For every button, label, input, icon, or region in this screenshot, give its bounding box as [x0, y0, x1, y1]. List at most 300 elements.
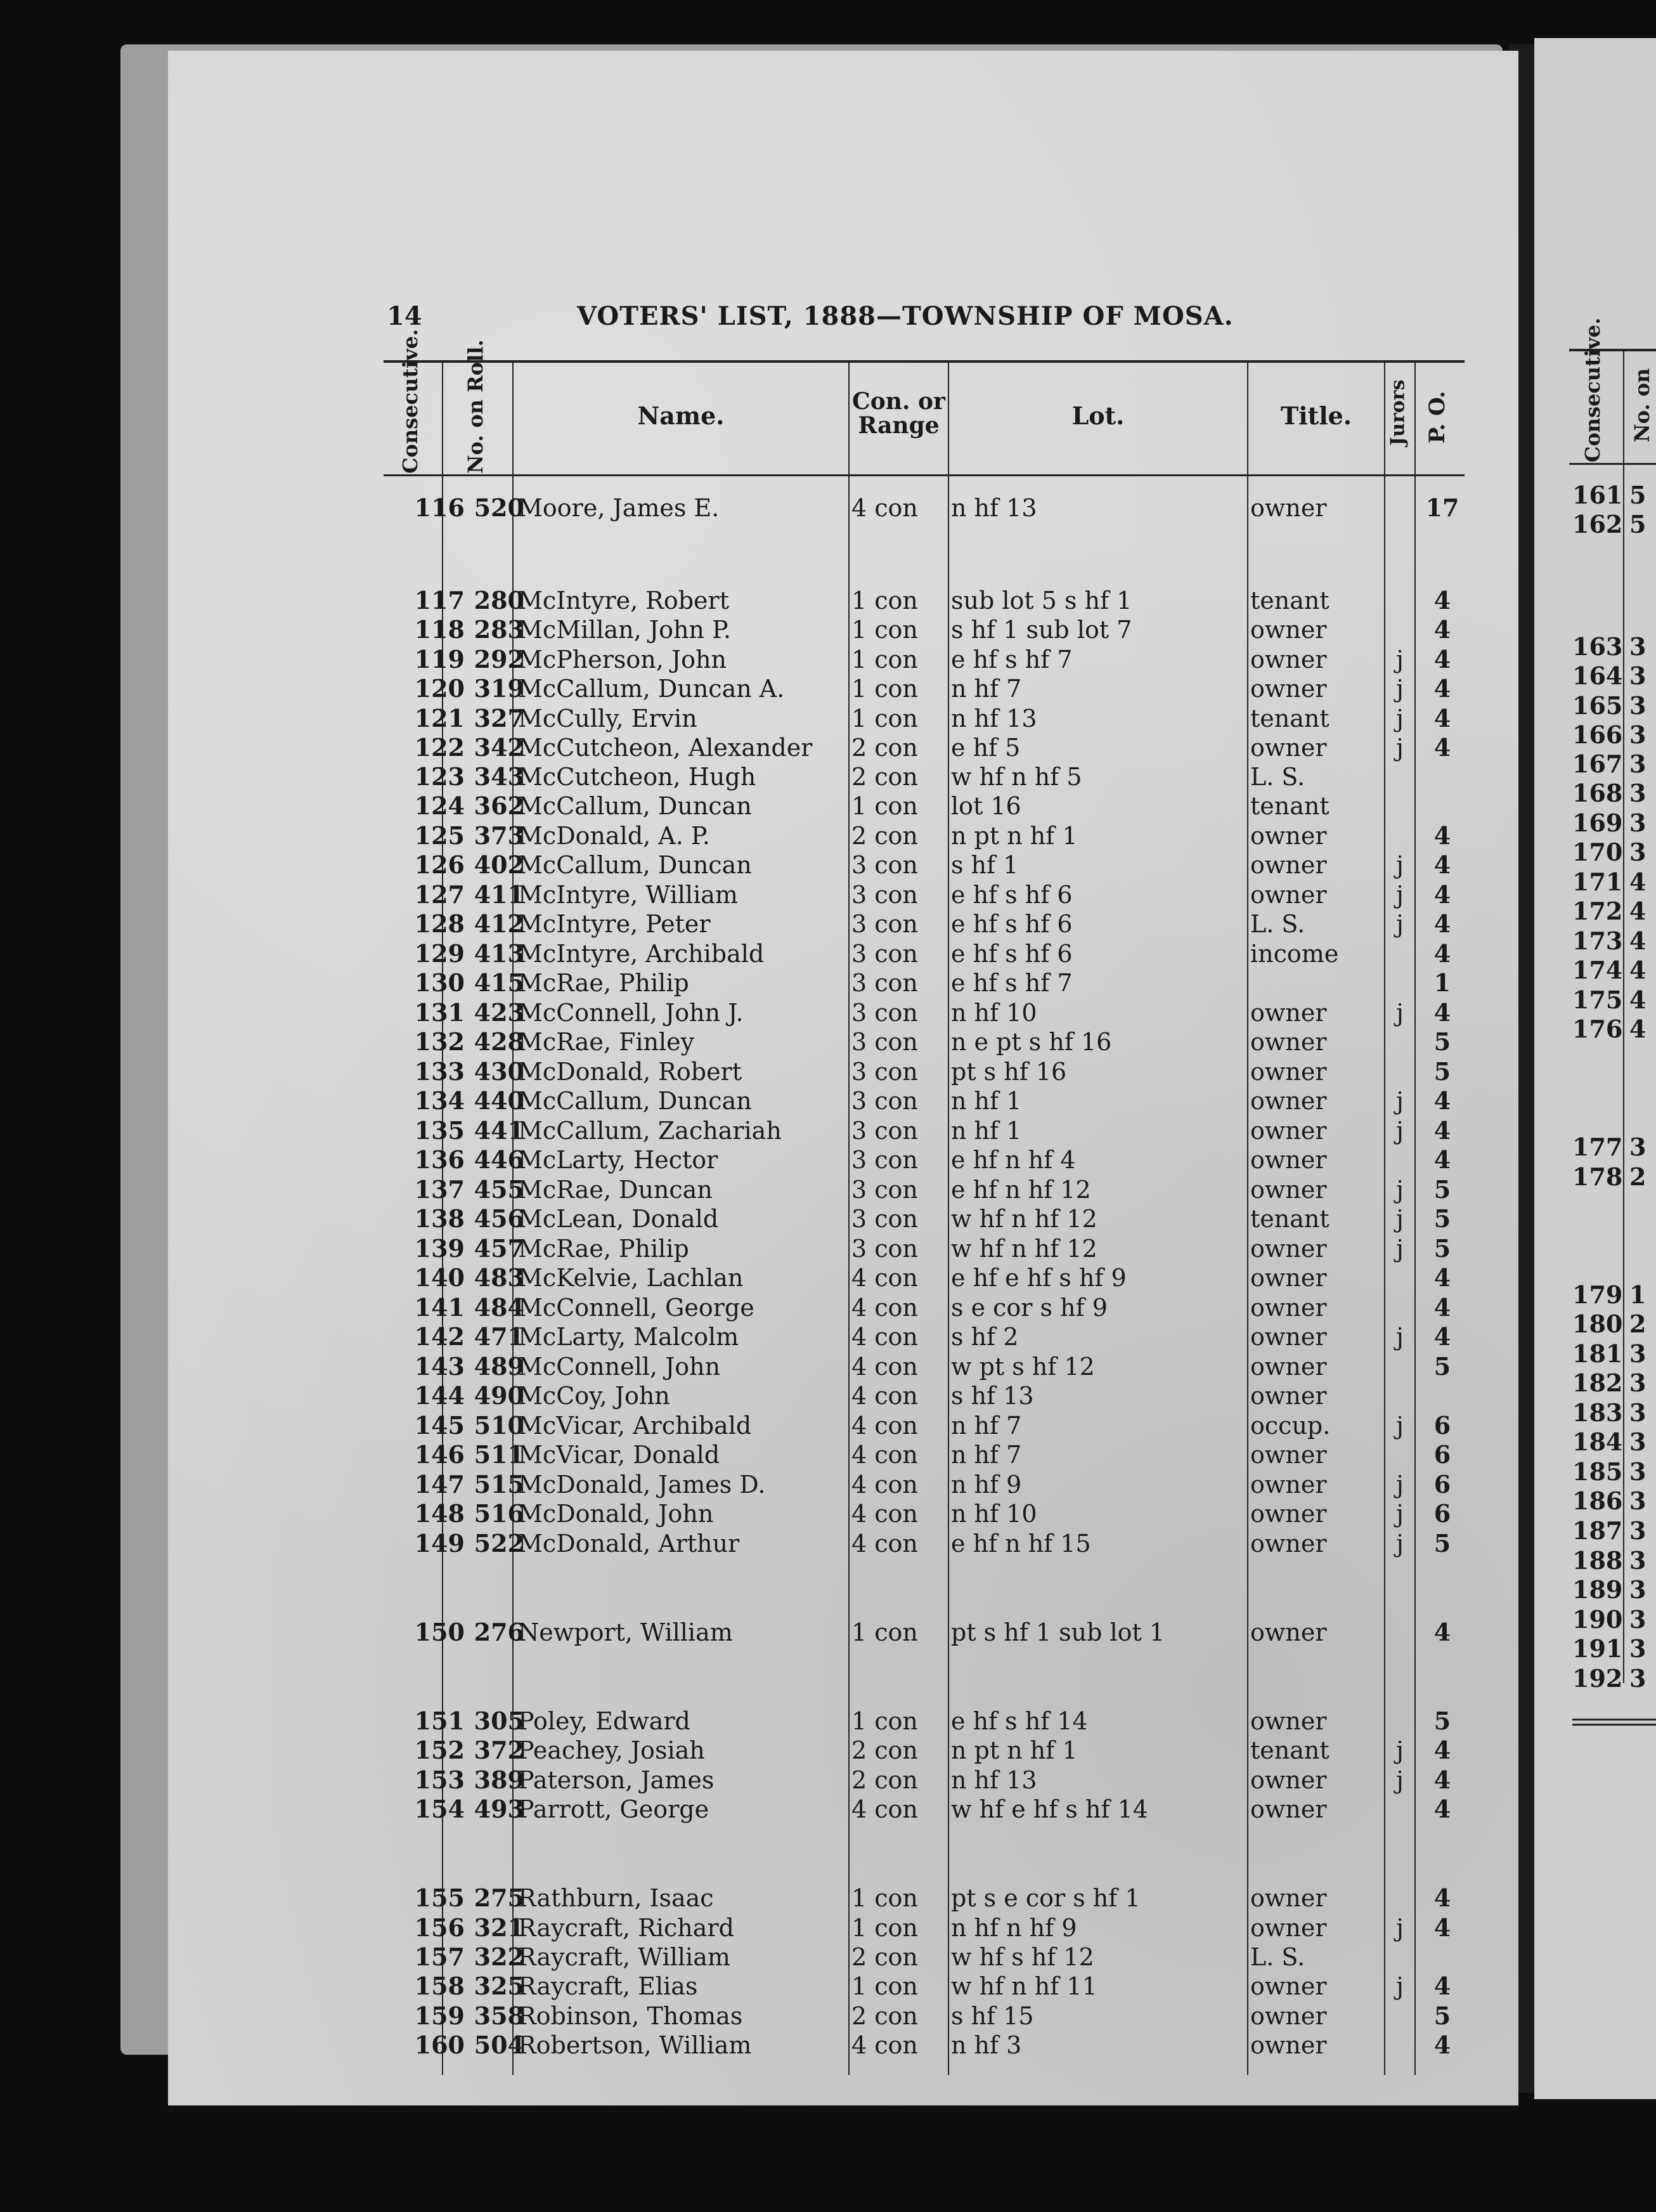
roll-number: 471 — [474, 1322, 524, 1351]
facing-row — [1572, 1162, 1646, 1192]
concession: 3 con — [851, 881, 918, 909]
roll-number: 413 — [474, 939, 524, 968]
title: owner — [1250, 1884, 1327, 1912]
concession: 1 con — [851, 1707, 918, 1735]
post-office: 4 — [1433, 1913, 1451, 1942]
voter-row — [168, 909, 1518, 939]
voter-name: McVicar, Archibald — [518, 1412, 752, 1440]
voter-name: Newport, William — [518, 1618, 733, 1646]
title: owner — [1250, 881, 1327, 909]
facing-roll-number: 3 — [1629, 661, 1646, 690]
voter-name: Poley, Edward — [518, 1707, 690, 1735]
title: owner — [1250, 616, 1327, 644]
facing-consecutive-number: 177 — [1572, 1133, 1623, 1161]
roll-number: 440 — [474, 1086, 524, 1115]
title: owner — [1250, 2031, 1327, 2059]
header-bottom-rule — [384, 474, 1465, 476]
consecutive-number: 131 — [414, 998, 465, 1027]
voter-row — [168, 1175, 1518, 1204]
voter-row — [168, 1766, 1518, 1795]
title: owner — [1250, 1117, 1327, 1145]
lot: e hf e hf s hf 9 — [951, 1264, 1127, 1292]
juror-mark: j — [1396, 851, 1404, 879]
concession: 2 con — [851, 1766, 918, 1794]
voter-row — [168, 1942, 1518, 1972]
roll-number: 430 — [474, 1057, 524, 1086]
voter-name: McDonald, John — [518, 1500, 714, 1528]
facing-consecutive-number: 162 — [1572, 510, 1623, 538]
voter-name: McPherson, John — [518, 646, 727, 673]
concession: 2 con — [851, 763, 918, 791]
lot: e hf s hf 6 — [951, 881, 1073, 909]
consecutive-number: 119 — [414, 645, 465, 673]
consecutive-number: 143 — [414, 1352, 465, 1381]
facing-consecutive-number: 182 — [1572, 1369, 1623, 1397]
title: tenant — [1250, 587, 1329, 615]
title: owner — [1250, 1353, 1327, 1381]
juror-mark: j — [1396, 1235, 1404, 1263]
post-office: 4 — [1433, 704, 1451, 732]
post-office: 4 — [1433, 1795, 1451, 1823]
concession: 3 con — [851, 1176, 918, 1204]
title: owner — [1250, 734, 1327, 762]
lot: w hf e hf s hf 14 — [951, 1795, 1148, 1823]
lot: e hf n hf 4 — [951, 1146, 1076, 1174]
roll-number: 321 — [474, 1913, 524, 1942]
juror-mark: j — [1396, 705, 1404, 732]
post-office: 4 — [1433, 1293, 1451, 1322]
lot: s e cor s hf 9 — [951, 1294, 1108, 1322]
consecutive-number: 125 — [414, 821, 465, 850]
voter-name: McDonald, James D. — [518, 1471, 766, 1499]
title: owner — [1250, 1028, 1327, 1056]
post-office: 5 — [1433, 1352, 1451, 1381]
voter-name: McLean, Donald — [518, 1205, 719, 1233]
voter-row — [168, 493, 1518, 523]
facing-page — [1534, 38, 1656, 2099]
juror-mark: j — [1396, 1972, 1404, 2000]
voter-name: McVicar, Donald — [518, 1441, 720, 1469]
facing-consecutive-number: 183 — [1572, 1398, 1623, 1427]
facing-consecutive-number: 181 — [1572, 1339, 1623, 1368]
juror-mark: j — [1396, 1205, 1404, 1233]
voter-name: McDonald, Arthur — [518, 1530, 740, 1558]
consecutive-number: 117 — [414, 586, 465, 615]
facing-roll-number: 4 — [1629, 956, 1646, 984]
voter-row — [168, 998, 1518, 1027]
facing-roll-number: 3 — [1629, 1605, 1646, 1634]
header-po-label: P. O. — [1425, 391, 1451, 444]
facing-roll-number: 3 — [1629, 1457, 1646, 1486]
facing-roll-number: 3 — [1629, 1398, 1646, 1427]
title: owner — [1250, 646, 1327, 673]
facing-roll-number: 3 — [1629, 1634, 1646, 1663]
facing-row — [1572, 1398, 1646, 1428]
consecutive-number: 155 — [414, 1883, 465, 1912]
facing-row — [1572, 691, 1646, 720]
facing-consecutive-number: 190 — [1572, 1605, 1623, 1634]
concession: 1 con — [851, 1972, 918, 2000]
facing-consecutive-number: 180 — [1572, 1310, 1623, 1338]
voter-row — [168, 1352, 1518, 1381]
voter-row — [168, 733, 1518, 762]
facing-consecutive-number: 174 — [1572, 956, 1623, 984]
facing-roll-number: 3 — [1629, 1487, 1646, 1515]
title: owner — [1250, 1058, 1327, 1086]
concession: 3 con — [851, 910, 918, 938]
voter-row — [168, 1411, 1518, 1440]
lot: n hf 13 — [951, 705, 1037, 732]
consecutive-number: 144 — [414, 1381, 465, 1410]
concession: 3 con — [851, 999, 918, 1027]
lot: e hf n hf 15 — [951, 1530, 1091, 1558]
consecutive-number: 140 — [414, 1263, 465, 1292]
title: owner — [1250, 1795, 1327, 1823]
concession: 3 con — [851, 1205, 918, 1233]
roll-number: 510 — [474, 1411, 524, 1440]
title: owner — [1250, 1530, 1327, 1558]
consecutive-number: 136 — [414, 1145, 465, 1174]
post-office: 1 — [1433, 968, 1451, 997]
consecutive-number: 150 — [414, 1618, 465, 1646]
post-office: 17 — [1425, 493, 1459, 522]
header-con-line2: Range — [858, 412, 940, 439]
page-number: 14 — [387, 301, 422, 331]
roll-number: 490 — [474, 1381, 524, 1410]
facing-consecutive-number: 186 — [1572, 1487, 1623, 1515]
voter-name: McDonald, A. P. — [518, 822, 710, 850]
voter-row — [168, 1381, 1518, 1410]
voter-name: Robinson, Thomas — [518, 2002, 743, 2030]
consecutive-number: 116 — [414, 493, 465, 522]
concession: 1 con — [851, 1618, 918, 1646]
title: income — [1250, 940, 1339, 968]
concession: 2 con — [851, 1943, 918, 1971]
voter-name: McCallum, Duncan — [518, 792, 752, 820]
facing-consecutive-number: 192 — [1572, 1664, 1623, 1693]
juror-mark: j — [1396, 1412, 1404, 1440]
roll-number: 520 — [474, 493, 524, 522]
facing-roll-number: 3 — [1629, 691, 1646, 720]
post-office: 6 — [1433, 1499, 1451, 1528]
facing-consecutive-number: 166 — [1572, 720, 1623, 749]
title: owner — [1250, 1766, 1327, 1794]
lot: e hf s hf 14 — [951, 1707, 1088, 1735]
concession: 4 con — [851, 1530, 918, 1558]
consecutive-number: 133 — [414, 1057, 465, 1086]
consecutive-number: 156 — [414, 1913, 465, 1942]
consecutive-number: 130 — [414, 968, 465, 997]
voter-row — [168, 1913, 1518, 1942]
header-po — [1416, 368, 1460, 469]
facing-roll-number: 2 — [1629, 1310, 1646, 1338]
roll-number: 489 — [474, 1352, 524, 1381]
voter-row — [168, 1736, 1518, 1765]
facing-row — [1572, 1457, 1646, 1487]
consecutive-number: 141 — [414, 1293, 465, 1322]
roll-number: 276 — [474, 1618, 524, 1646]
roll-number: 522 — [474, 1529, 524, 1558]
concession: 4 con — [851, 1382, 918, 1410]
lot: s hf 1 — [951, 851, 1019, 879]
consecutive-number: 124 — [414, 791, 465, 820]
concession: 3 con — [851, 1117, 918, 1145]
roll-number: 389 — [474, 1766, 524, 1794]
voter-name: Raycraft, Richard — [518, 1914, 734, 1942]
post-office: 4 — [1433, 939, 1451, 968]
voter-name: McIntyre, Peter — [518, 910, 711, 938]
consecutive-number: 139 — [414, 1234, 465, 1263]
facing-roll-number: 3 — [1629, 1133, 1646, 1161]
facing-roll-number: 3 — [1629, 750, 1646, 778]
title: L. S. — [1250, 763, 1305, 791]
lot: w hf n hf 12 — [951, 1205, 1097, 1233]
concession: 4 con — [851, 1795, 918, 1823]
roll-number: 362 — [474, 791, 524, 820]
post-office: 4 — [1433, 615, 1451, 644]
post-office: 5 — [1433, 1175, 1451, 1204]
consecutive-number: 145 — [414, 1411, 465, 1440]
post-office: 6 — [1433, 1470, 1451, 1499]
roll-number: 456 — [474, 1204, 524, 1233]
roll-number: 292 — [474, 645, 524, 673]
consecutive-number: 127 — [414, 880, 465, 909]
facing-roll-number: 5 — [1629, 510, 1646, 538]
facing-consecutive-number: 189 — [1572, 1575, 1623, 1604]
title: tenant — [1250, 792, 1329, 820]
roll-number: 483 — [474, 1263, 524, 1292]
consecutive-number: 132 — [414, 1027, 465, 1056]
lot: w hf n hf 12 — [951, 1235, 1097, 1263]
roll-number: 511 — [474, 1440, 524, 1469]
voter-row — [168, 1293, 1518, 1322]
voter-row — [168, 1204, 1518, 1233]
facing-row — [1572, 1133, 1646, 1162]
consecutive-number: 128 — [414, 909, 465, 938]
concession: 3 con — [851, 940, 918, 968]
facing-row — [1572, 1280, 1646, 1310]
voter-name: Raycraft, William — [518, 1943, 730, 1971]
post-office: 4 — [1433, 1618, 1451, 1646]
roll-number: 504 — [474, 2031, 524, 2059]
lot: n hf n hf 9 — [951, 1914, 1077, 1942]
voter-name: McLarty, Hector — [518, 1146, 718, 1174]
facing-end-rule — [1572, 1724, 1656, 1726]
concession: 4 con — [851, 2031, 918, 2059]
post-office: 4 — [1433, 1263, 1451, 1292]
lot: n pt n hf 1 — [951, 822, 1078, 850]
post-office: 4 — [1433, 1086, 1451, 1115]
voter-name: McConnell, John J. — [518, 999, 744, 1027]
facing-row — [1572, 1428, 1646, 1457]
title: owner — [1250, 822, 1327, 850]
consecutive-number: 159 — [414, 2001, 465, 2030]
title: owner — [1250, 2002, 1327, 2030]
facing-row — [1572, 809, 1646, 838]
consecutive-number: 122 — [414, 733, 465, 762]
voter-row — [168, 1707, 1518, 1736]
concession: 3 con — [851, 1235, 918, 1263]
concession: 1 con — [851, 1914, 918, 1942]
title: owner — [1250, 1471, 1327, 1499]
roll-number: 327 — [474, 704, 524, 732]
voter-name: McMillan, John P. — [518, 616, 731, 644]
post-office: 5 — [1433, 1707, 1451, 1735]
facing-row — [1572, 868, 1646, 897]
voter-row — [168, 1499, 1518, 1528]
roll-number: 515 — [474, 1470, 524, 1499]
concession: 3 con — [851, 1028, 918, 1056]
header-con-range — [850, 390, 948, 438]
concession: 1 con — [851, 646, 918, 673]
roll-number: 280 — [474, 586, 524, 615]
lot: w hf n hf 5 — [951, 763, 1082, 791]
voter-row — [168, 880, 1518, 909]
concession: 3 con — [851, 851, 918, 879]
facing-roll-number: 3 — [1629, 1428, 1646, 1456]
facing-consecutive-number: 175 — [1572, 986, 1623, 1014]
roll-number: 441 — [474, 1116, 524, 1145]
lot: w hf s hf 12 — [951, 1943, 1094, 1971]
facing-roll-number: 4 — [1629, 897, 1646, 925]
concession: 4 con — [851, 1294, 918, 1322]
juror-mark: j — [1396, 1736, 1404, 1764]
facing-roll-number: 3 — [1629, 1575, 1646, 1604]
header-name: Name. — [637, 401, 725, 430]
voter-row — [168, 968, 1518, 998]
facing-roll-number: 3 — [1629, 1546, 1646, 1575]
facing-consecutive-number: 187 — [1572, 1516, 1623, 1545]
facing-header-rule — [1569, 463, 1656, 465]
concession: 4 con — [851, 1353, 918, 1381]
title: owner — [1250, 1618, 1327, 1646]
lot: e hf s hf 6 — [951, 940, 1073, 968]
page-header — [168, 301, 1518, 339]
voter-row — [168, 1145, 1518, 1174]
juror-mark: j — [1396, 910, 1404, 938]
lot: n hf 10 — [951, 999, 1037, 1027]
voter-name: Peachey, Josiah — [518, 1736, 705, 1764]
voter-name: McConnell, George — [518, 1294, 754, 1322]
voter-name: McCutcheon, Alexander — [518, 734, 813, 762]
facing-row — [1572, 1575, 1646, 1604]
facing-roll-number: 2 — [1629, 1162, 1646, 1191]
voters-list-page — [168, 51, 1518, 2105]
roll-number: 305 — [474, 1707, 524, 1735]
title: owner — [1250, 999, 1327, 1027]
roll-number: 402 — [474, 850, 524, 879]
post-office: 4 — [1433, 1145, 1451, 1174]
title: owner — [1250, 494, 1327, 522]
title: owner — [1250, 1972, 1327, 2000]
facing-header-consecutive — [1561, 317, 1623, 462]
post-office: 4 — [1433, 1116, 1451, 1145]
consecutive-number: 123 — [414, 762, 465, 791]
voter-name: Moore, James E. — [518, 494, 720, 522]
consecutive-number: 147 — [414, 1470, 465, 1499]
facing-row — [1572, 510, 1646, 539]
consecutive-number: 134 — [414, 1086, 465, 1115]
voter-row — [168, 939, 1518, 968]
title: owner — [1250, 1264, 1327, 1292]
post-office: 4 — [1433, 1883, 1451, 1912]
voter-name: McConnell, John — [518, 1353, 721, 1381]
header-jurors-label: Jurors — [1387, 379, 1409, 446]
facing-row — [1572, 720, 1646, 750]
post-office: 5 — [1433, 1234, 1451, 1263]
facing-roll-number: 3 — [1629, 1664, 1646, 1693]
consecutive-number: 126 — [414, 850, 465, 879]
title: owner — [1250, 1087, 1327, 1115]
facing-consecutive-number: 167 — [1572, 750, 1623, 778]
post-office: 4 — [1433, 909, 1451, 938]
lot: e hf 5 — [951, 734, 1021, 762]
juror-mark: j — [1396, 1471, 1404, 1499]
voter-row — [168, 674, 1518, 703]
lot: n hf 1 — [951, 1087, 1022, 1115]
facing-consecutive-number: 172 — [1572, 897, 1623, 925]
consecutive-number: 121 — [414, 704, 465, 732]
lot: e hf s hf 6 — [951, 910, 1073, 938]
facing-row — [1572, 1487, 1646, 1516]
facing-row — [1572, 927, 1646, 956]
lot: n hf 13 — [951, 494, 1037, 522]
post-office: 4 — [1433, 1736, 1451, 1764]
title: L. S. — [1250, 910, 1305, 938]
post-office: 5 — [1433, 2001, 1451, 2030]
voter-name: McCully, Ervin — [518, 705, 697, 732]
title: owner — [1250, 1176, 1327, 1204]
concession: 2 con — [851, 734, 918, 762]
header-consecutive-label: Consecutive. — [398, 329, 423, 474]
voter-name: McKelvie, Lachlan — [518, 1264, 744, 1292]
facing-roll-number: 4 — [1629, 927, 1646, 955]
voter-row — [168, 850, 1518, 880]
post-office: 4 — [1433, 1766, 1451, 1794]
voter-name: McCallum, Zachariah — [518, 1117, 782, 1145]
roll-number: 342 — [474, 733, 524, 762]
title: owner — [1250, 1382, 1327, 1410]
title: owner — [1250, 1294, 1327, 1322]
roll-number: 343 — [474, 762, 524, 791]
juror-mark: j — [1396, 881, 1404, 909]
lot: e hf n hf 12 — [951, 1176, 1091, 1204]
lot: w hf n hf 11 — [951, 1972, 1097, 2000]
facing-consecutive-number: 191 — [1572, 1634, 1623, 1663]
lot: s hf 15 — [951, 2002, 1034, 2030]
lot: n hf 13 — [951, 1766, 1037, 1794]
concession: 1 con — [851, 587, 918, 615]
concession: 1 con — [851, 1884, 918, 1912]
title: owner — [1250, 1441, 1327, 1469]
facing-consecutive-number: 161 — [1572, 481, 1623, 509]
facing-row — [1572, 838, 1646, 867]
voter-row — [168, 1795, 1518, 1824]
concession: 1 con — [851, 675, 918, 703]
title: owner — [1250, 675, 1327, 703]
consecutive-number: 138 — [414, 1204, 465, 1233]
juror-mark: j — [1396, 999, 1404, 1027]
roll-number: 319 — [474, 674, 524, 703]
voter-name: McCallum, Duncan — [518, 851, 752, 879]
lot: e hf s hf 7 — [951, 969, 1073, 997]
post-office: 4 — [1433, 880, 1451, 909]
post-office: 4 — [1433, 850, 1451, 879]
voter-name: McDonald, Robert — [518, 1058, 742, 1086]
voter-name: McCallum, Duncan — [518, 1087, 752, 1115]
consecutive-number: 160 — [414, 2031, 465, 2059]
header-lot: Lot. — [1071, 401, 1125, 430]
